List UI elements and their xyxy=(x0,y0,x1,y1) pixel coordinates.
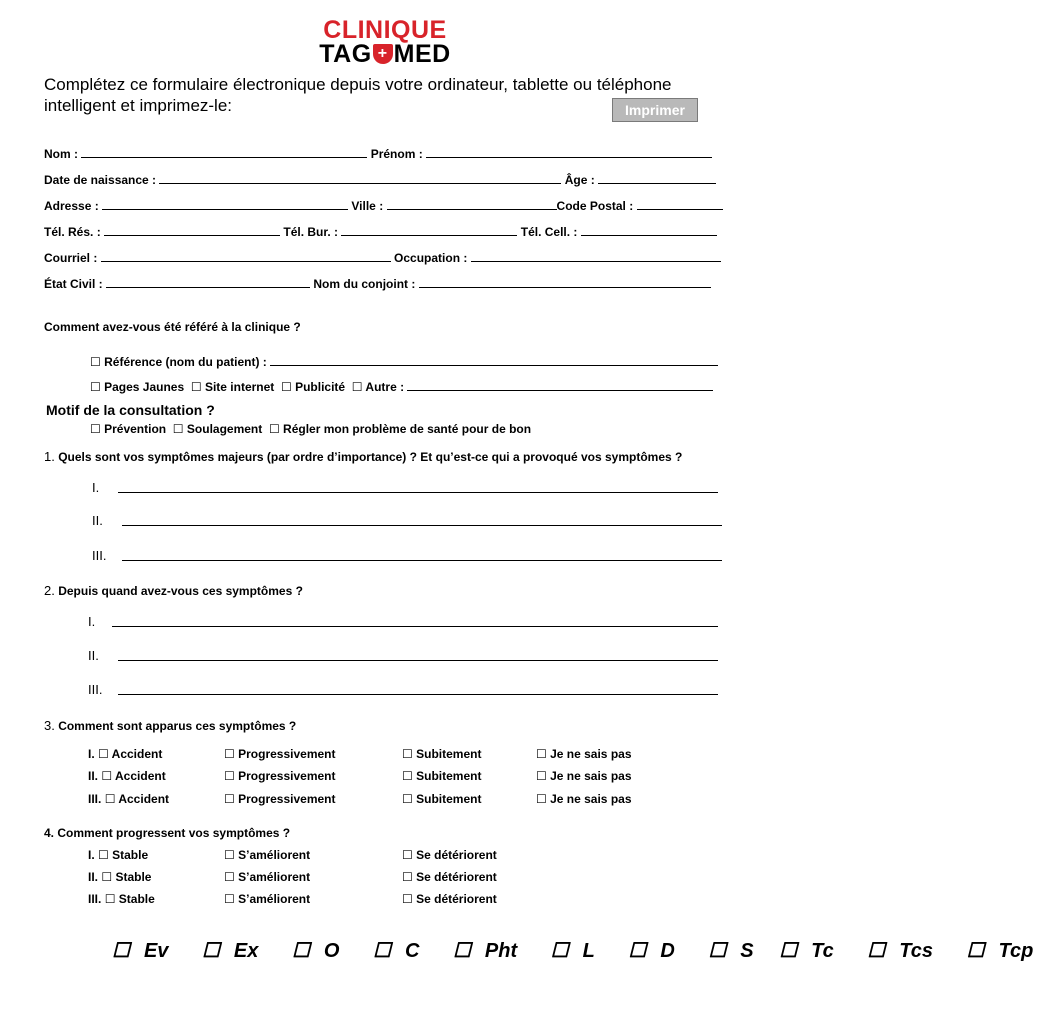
q4-amel-3-label: S’améliorent xyxy=(238,892,311,906)
autre-field[interactable] xyxy=(407,380,713,391)
q4-amel-1 xyxy=(224,848,310,862)
code-tcs[interactable] xyxy=(867,940,947,962)
reference-field[interactable] xyxy=(270,355,718,366)
label-prenom: Prénom : xyxy=(370,147,423,161)
code-s-box: ☐ xyxy=(708,940,727,962)
q4-stable-2-label: Stable xyxy=(115,870,152,884)
label-prevention: Prévention xyxy=(104,422,167,436)
regler-checkbox[interactable]: ☐ xyxy=(268,422,280,436)
q3-accident-3-checkbox[interactable]: ☐ xyxy=(104,792,116,806)
q4-text: Comment progressent vos symptômes ? xyxy=(57,826,291,840)
shield-cross-icon: + xyxy=(373,44,393,64)
q1-answer-3[interactable] xyxy=(122,560,722,561)
etat-civil-field[interactable] xyxy=(106,277,310,288)
q4-amel-2-label: S’améliorent xyxy=(238,870,311,884)
code-pht-label: Pht xyxy=(484,940,518,962)
q4-amel-1-label: S’améliorent xyxy=(238,848,311,862)
q3-nsp-3-checkbox[interactable]: ☐ xyxy=(536,792,547,806)
q2-answer-1[interactable] xyxy=(112,626,718,627)
q3-sub-2-checkbox[interactable]: ☐ xyxy=(402,769,413,783)
row-nom xyxy=(44,147,712,161)
q4-heading xyxy=(44,826,290,840)
autre-checkbox[interactable]: ☐ xyxy=(351,380,363,394)
label-code-postal: Code Postal : xyxy=(556,199,634,213)
q3-nsp-1 xyxy=(536,747,632,761)
nom-conjoint-field[interactable] xyxy=(419,277,711,288)
code-tcp[interactable] xyxy=(967,940,1047,962)
occupation-field[interactable] xyxy=(471,251,721,262)
q3-roman-1: I. xyxy=(88,747,95,761)
q4-stable-1-checkbox[interactable]: ☐ xyxy=(98,848,109,862)
q4-det-2-label: Se détériorent xyxy=(416,870,497,884)
code-d[interactable] xyxy=(628,940,688,962)
site-internet-checkbox[interactable]: ☐ xyxy=(190,380,202,394)
code-o[interactable] xyxy=(292,940,354,962)
code-d-box: ☐ xyxy=(628,940,647,962)
q3-row-2 xyxy=(88,769,166,783)
code-o-box: ☐ xyxy=(291,940,310,962)
prevention-checkbox[interactable]: ☐ xyxy=(90,422,101,436)
q3-nsp-1-label: Je ne sais pas xyxy=(550,747,632,761)
referral-question: Comment avez-vous été référé à la clinique ? xyxy=(44,320,301,334)
q4-amel-1-checkbox[interactable]: ☐ xyxy=(224,848,235,862)
print-button[interactable]: Imprimer xyxy=(612,98,698,122)
row-motif-options xyxy=(90,422,531,436)
label-occupation: Occupation : xyxy=(394,251,468,265)
row-tel xyxy=(44,225,717,239)
q3-sub-3-label: Subitement xyxy=(416,792,482,806)
code-ev-label: Ev xyxy=(143,940,169,962)
q3-accident-3-label: Accident xyxy=(118,792,170,806)
tel-res-field[interactable] xyxy=(104,225,280,236)
age-field[interactable] xyxy=(598,173,716,184)
logo-text-tag: TAG xyxy=(319,40,372,68)
q4-roman-3: III. xyxy=(88,892,102,906)
q4-det-3-checkbox[interactable]: ☐ xyxy=(402,892,413,906)
label-autre: Autre : xyxy=(365,380,405,394)
q4-row-1 xyxy=(88,848,148,862)
q1-answer-2[interactable] xyxy=(122,525,722,526)
label-tel-cell: Tél. Cell. : xyxy=(520,225,578,239)
q2-answer-3[interactable] xyxy=(118,694,718,695)
pages-jaunes-checkbox[interactable]: ☐ xyxy=(90,380,101,394)
reference-checkbox[interactable]: ☐ xyxy=(90,355,101,369)
label-etat-civil: État Civil : xyxy=(44,277,103,291)
q2-text: Depuis quand avez-vous ces symptômes ? xyxy=(58,584,303,598)
code-tcs-box: ☐ xyxy=(867,940,886,962)
label-publicite: Publicité xyxy=(295,380,346,394)
q3-heading xyxy=(44,718,296,733)
q3-prog-3-checkbox[interactable]: ☐ xyxy=(224,792,235,806)
q4-row-2 xyxy=(88,870,151,884)
label-courriel: Courriel : xyxy=(44,251,98,265)
intro-line1: Complétez ce formulaire électronique depuis votre ordinateur, tablette ou téléphone xyxy=(44,75,672,94)
q3-text: Comment sont apparus ces symptômes ? xyxy=(58,719,297,733)
q3-prog-1-label: Progressivement xyxy=(238,747,336,761)
q4-det-3-label: Se détériorent xyxy=(416,892,497,906)
q2-answer-2[interactable] xyxy=(118,660,718,661)
q1-text: Quels sont vos symptômes majeurs (par ordre d’importance) ? Et qu’est-ce qui a provoqué vos symptômes ? xyxy=(58,450,683,464)
code-ev-box: ☐ xyxy=(112,940,130,962)
q4-amel-2 xyxy=(224,870,310,884)
prenom-field[interactable] xyxy=(426,147,712,158)
code-o-label: O xyxy=(323,940,340,962)
label-tel-res: Tél. Rés. : xyxy=(44,225,101,239)
label-site-internet: Site internet xyxy=(204,380,275,394)
motif-title: Motif de la consultation ? xyxy=(46,402,215,418)
code-tc-box: ☐ xyxy=(779,940,798,962)
q3-prog-2 xyxy=(224,769,336,783)
q3-roman-3: III. xyxy=(88,792,102,806)
q3-accident-2-checkbox[interactable]: ☐ xyxy=(101,769,113,783)
q3-roman-2: II. xyxy=(88,769,99,783)
label-nom-conjoint: Nom du conjoint : xyxy=(313,277,416,291)
q4-stable-3-label: Stable xyxy=(118,892,155,906)
q2-number: 2. xyxy=(44,583,55,598)
q4-amel-3-checkbox[interactable]: ☐ xyxy=(224,892,235,906)
code-s-label: S xyxy=(740,940,754,962)
q3-nsp-1-checkbox[interactable]: ☐ xyxy=(536,747,547,761)
q3-row-1 xyxy=(88,747,162,761)
adresse-field[interactable] xyxy=(102,199,348,210)
code-s[interactable] xyxy=(708,940,767,962)
code-tcp-label: Tcp xyxy=(998,940,1034,962)
q4-amel-2-checkbox[interactable]: ☐ xyxy=(224,870,235,884)
q3-number: 3. xyxy=(44,718,55,733)
label-adresse: Adresse : xyxy=(44,199,99,213)
clinic-logo xyxy=(310,18,460,66)
q2-roman-1: I. xyxy=(88,614,96,629)
code-ev[interactable] xyxy=(112,940,182,962)
label-nom: Nom : xyxy=(44,147,78,161)
q2-roman-3: III. xyxy=(88,682,103,697)
q1-heading xyxy=(44,449,682,464)
code-ex-label: Ex xyxy=(233,940,259,962)
label-regler: Régler mon problème de santé pour de bon xyxy=(283,422,532,436)
code-c-label: C xyxy=(404,940,420,962)
logo-line1: CLINIQUE xyxy=(323,16,447,44)
q3-nsp-2-label: Je ne sais pas xyxy=(550,769,632,783)
publicite-checkbox[interactable]: ☐ xyxy=(280,380,292,394)
label-pages-jaunes: Pages Jaunes xyxy=(104,380,185,394)
q3-accident-1-checkbox[interactable]: ☐ xyxy=(98,747,109,761)
code-tcp-box: ☐ xyxy=(966,940,985,962)
tel-cell-field[interactable] xyxy=(581,225,717,236)
q2-heading xyxy=(44,583,303,598)
q3-prog-3 xyxy=(224,792,336,806)
q4-det-2-checkbox[interactable]: ☐ xyxy=(402,870,413,884)
code-tc-label: Tc xyxy=(811,940,834,962)
courriel-field[interactable] xyxy=(101,251,391,262)
label-tel-bur: Tél. Bur. : xyxy=(283,225,339,239)
codes-row xyxy=(112,938,1047,963)
row-courriel xyxy=(44,251,721,265)
q3-sub-3 xyxy=(402,792,481,806)
code-d-label: D xyxy=(660,940,675,962)
q4-det-1-checkbox[interactable]: ☐ xyxy=(402,848,413,862)
row-etat-civil xyxy=(44,277,711,291)
soulagement-checkbox[interactable]: ☐ xyxy=(172,422,184,436)
q2-roman-2: II. xyxy=(88,648,99,663)
q4-roman-2: II. xyxy=(88,870,99,884)
q3-nsp-3-label: Je ne sais pas xyxy=(550,792,632,806)
q4-det-1-label: Se détériorent xyxy=(416,848,497,862)
code-ex[interactable] xyxy=(202,940,272,962)
q4-det-3 xyxy=(402,892,497,906)
q3-sub-1 xyxy=(402,747,481,761)
q1-roman-1: I. xyxy=(92,480,100,495)
code-pht[interactable] xyxy=(453,940,531,962)
intro-line2: intelligent et imprimez-le: xyxy=(44,96,233,115)
q1-number: 1. xyxy=(44,449,55,464)
q3-prog-2-checkbox[interactable]: ☐ xyxy=(224,769,235,783)
code-l[interactable] xyxy=(551,940,609,962)
logo-line2 xyxy=(310,42,460,66)
q3-sub-1-label: Subitement xyxy=(416,747,482,761)
q3-accident-2-label: Accident xyxy=(115,769,166,783)
label-reference: Référence (nom du patient) : xyxy=(104,355,267,369)
q3-prog-3-label: Progressivement xyxy=(238,792,336,806)
code-tcs-label: Tcs xyxy=(899,940,933,962)
logo-text-med: MED xyxy=(393,40,451,68)
tel-bur-field[interactable] xyxy=(341,225,517,236)
q4-det-1 xyxy=(402,848,497,862)
label-date-naissance: Date de naissance : xyxy=(44,173,157,187)
q1-roman-3: III. xyxy=(92,548,107,563)
q4-row-3 xyxy=(88,892,155,906)
code-l-box: ☐ xyxy=(550,940,569,962)
q3-nsp-2-checkbox[interactable]: ☐ xyxy=(536,769,547,783)
q4-stable-1-label: Stable xyxy=(112,848,149,862)
q4-roman-1: I. xyxy=(88,848,95,862)
code-pht-box: ☐ xyxy=(452,940,471,962)
code-c[interactable] xyxy=(373,940,433,962)
q1-answer-1[interactable] xyxy=(118,492,718,493)
q4-number: 4. xyxy=(44,826,55,840)
code-c-box: ☐ xyxy=(373,940,391,962)
q3-nsp-3 xyxy=(536,792,632,806)
row-reference xyxy=(90,355,718,369)
label-age: Âge : xyxy=(564,173,595,187)
q3-prog-1-checkbox[interactable]: ☐ xyxy=(224,747,235,761)
date-naissance-field[interactable] xyxy=(159,173,561,184)
q3-sub-2 xyxy=(402,769,481,783)
code-l-label: L xyxy=(582,940,595,962)
code-tc[interactable] xyxy=(779,940,848,962)
code-ex-box: ☐ xyxy=(201,940,220,962)
q4-stable-3-checkbox[interactable]: ☐ xyxy=(104,892,116,906)
q4-amel-3 xyxy=(224,892,310,906)
label-ville: Ville : xyxy=(351,199,384,213)
row-adresse xyxy=(44,199,723,213)
q3-prog-1 xyxy=(224,747,336,761)
q4-det-2 xyxy=(402,870,497,884)
q3-sub-2-label: Subitement xyxy=(416,769,482,783)
q3-nsp-2 xyxy=(536,769,632,783)
q3-accident-1-label: Accident xyxy=(111,747,163,761)
ville-field[interactable] xyxy=(387,199,557,210)
row-referral-options xyxy=(90,380,713,394)
q3-sub-3-checkbox[interactable]: ☐ xyxy=(402,792,413,806)
q4-stable-2-checkbox[interactable]: ☐ xyxy=(101,870,113,884)
nom-field[interactable] xyxy=(81,147,367,158)
label-soulagement: Soulagement xyxy=(186,422,263,436)
q3-row-3 xyxy=(88,792,169,806)
code-postal-field[interactable] xyxy=(637,199,723,210)
q3-sub-1-checkbox[interactable]: ☐ xyxy=(402,747,413,761)
q3-prog-2-label: Progressivement xyxy=(238,769,336,783)
row-date xyxy=(44,173,716,187)
q1-roman-2: II. xyxy=(92,513,103,528)
